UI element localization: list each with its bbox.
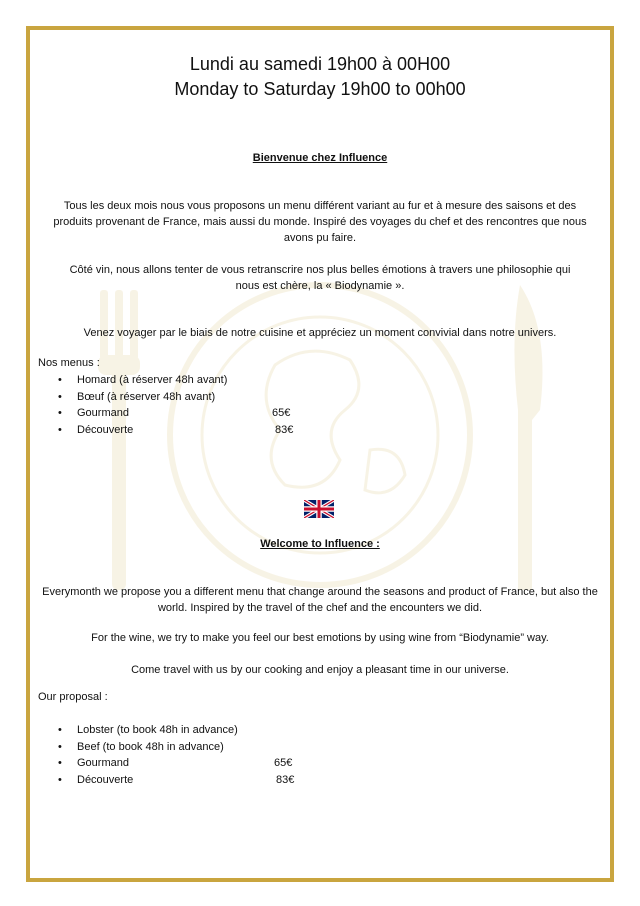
english-travel-paragraph: Come travel with us by our cooking and enjoy a pleasant time in our universe. — [131, 664, 509, 676]
list-item — [50, 389, 227, 406]
menu-item-name: Découverte — [77, 773, 134, 786]
menu-item-name: Gourmand — [77, 757, 129, 769]
menu-item-name: Bœuf (à réserver 48h avant) — [77, 390, 216, 403]
menu-item-name: Homard (à réserver 48h avant) — [77, 374, 228, 386]
list-item — [50, 739, 238, 756]
english-menu-list — [50, 722, 295, 788]
french-intro-paragraph: Tous les deux mois nous vous proposons un menu différent variant au fur et à mesure des saisons et des produits provenant de France, mais aussi du monde. Inspiré des voyages du chef et des rencontres que nous avons pu faire. — [53, 200, 587, 244]
english-wine-paragraph: For the wine, we try to make you feel our best emotions by using wine from “Biodynamie” way. — [91, 632, 549, 644]
menu-item-name: Beef (to book 48h in advance) — [77, 740, 224, 753]
english-proposal-label: Our proposal : — [38, 691, 108, 703]
menu-item-price: 83€ — [275, 423, 294, 436]
menu-item-price: 65€ — [272, 407, 291, 419]
opening-hours — [30, 52, 610, 102]
french-wine-paragraph: Côté vin, nous allons tenter de vous retranscrire nos plus belles émotions à travers une philosophie qui nous est chère, la « Biodynamie ». — [69, 264, 571, 292]
list-item — [50, 722, 238, 739]
list-item — [50, 422, 294, 439]
hours-english: Monday to Saturday 19h00 to 00h00 — [174, 79, 466, 99]
english-intro-paragraph: Everymonth we propose you a different menu that change around the seasons and product of France, but also the world. Inspired by the travel of the chef and the encounters we did. — [42, 586, 598, 614]
list-item — [50, 372, 227, 389]
english-welcome-title: Welcome to Influence : — [260, 538, 380, 550]
menu-item-price: 83€ — [276, 773, 295, 786]
hours-french: Lundi au samedi 19h00 à 00H00 — [189, 54, 451, 74]
french-menu-list — [50, 372, 294, 438]
menu-item-price: 65€ — [274, 757, 293, 769]
list-item — [50, 772, 295, 789]
menu-item-name: Découverte — [77, 423, 134, 436]
menu-page — [30, 30, 610, 878]
menu-item-name: Lobster (to book 48h in advance) — [77, 724, 238, 736]
french-travel-paragraph: Venez voyager par le biais de notre cuisine et appréciez un moment convivial dans notre univers. — [83, 327, 557, 339]
french-welcome-title: Bienvenue chez Influence — [252, 152, 388, 164]
french-menus-label: Nos menus : — [38, 357, 100, 369]
menu-item-name: Gourmand — [77, 407, 129, 419]
list-item — [50, 755, 293, 772]
uk-flag-icon — [304, 500, 334, 518]
list-item — [50, 405, 291, 422]
